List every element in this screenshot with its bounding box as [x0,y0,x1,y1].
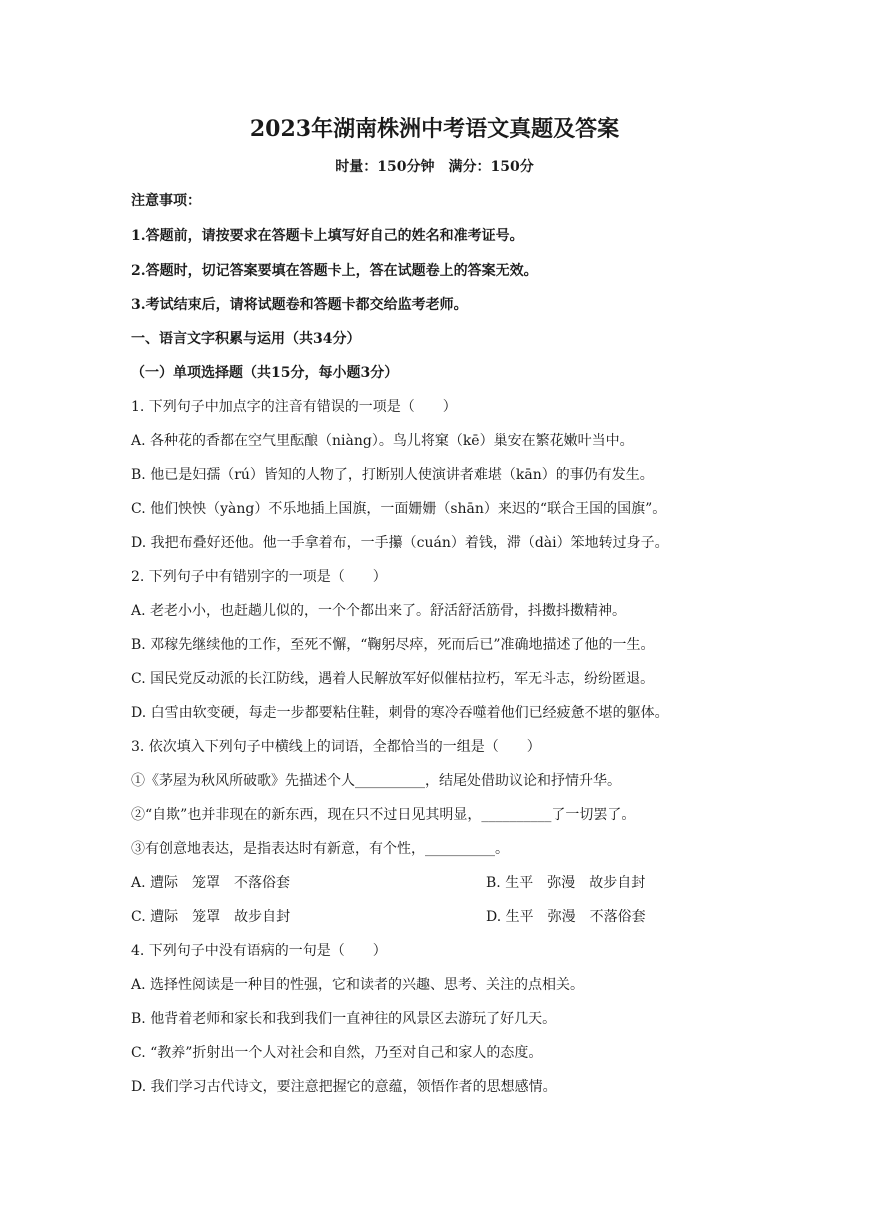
question-3-stem: 3. 依次填入下列句子中横线上的词语，全都恰当的一组是（ ） [131,739,541,755]
section-heading: 一、语言文字积累与运用（共34分） [131,331,361,347]
question-2-option-a: A. 老老小小，也赶趟儿似的，一个个都出来了。舒活舒活筋骨，抖擞抖擞精神。 [131,603,627,619]
document-title: 2023年湖南株洲中考语文真题及答案 [249,116,620,142]
question-4-option-d: D. 我们学习古代诗文，要注意把握它的意蕴，领悟作者的思想感情。 [131,1079,557,1095]
question-1-option-d: D. 我把布叠好还他。他一手拿着布，一手攥（cuán）着钱，滞（dài）笨地转过身子。 [131,535,669,551]
question-1-option-a: A. 各种花的香都在空气里酝酿（niàng）。鸟儿将窠（kē）巢安在繁花嫩叶当中。 [131,433,634,449]
question-4-option-c: C. “教养”折射出一个人对社会和自然，乃至对自己和家人的态度。 [131,1045,543,1061]
question-4-option-b: B. 他背着老师和家长和我到我们一直神往的风景区去游玩了好几天。 [131,1011,557,1027]
question-2-option-b: B. 邓稼先继续他的工作，至死不懈，“鞠躬尽瘁，死而后已”准确地描述了他的一生。 [131,637,655,653]
subsection-heading: （一）单项选择题（共15分，每小题3分） [131,365,399,381]
question-3-sentence-2: ②“自欺”也并非现在的新东西，现在只不过日见其明显，__________了一切罢了。 [131,807,636,823]
question-4-option-a: A. 选择性阅读是一种目的性强，它和读者的兴趣、思考、关注的点相关。 [131,977,585,993]
question-4-stem: 4. 下列句子中没有语病的一句是（ ） [131,943,387,959]
question-3-sentence-1: ①《茅屋为秋风所破歌》先描述个人__________，结尾处借助议论和抒情升华。 [131,773,621,789]
question-1-option-c: C. 他们怏怏（yàng）不乐地插上国旗，一面姗姗（shān）来迟的“联合王国的国旗”。 [131,501,667,517]
question-3-options-row-1 [131,873,738,893]
question-3-option-d: D. 生平 弥漫 不落俗套 [486,909,646,925]
exam-time-score: 时量：150分钟 满分：150分 [335,159,534,175]
question-1-option-b: B. 他已是妇孺（rú）皆知的人物了，打断别人使演讲者难堪（kān）的事仍有发生。 [131,467,654,483]
question-1-stem: 1. 下列句子中加点字的注音有错误的一项是（ ） [131,399,457,415]
question-3-option-a: A. 遭际 笼罩 不落俗套 [131,875,291,891]
question-2-stem: 2. 下列句子中有错别字的一项是（ ） [131,569,387,585]
notice-item: 3.考试结束后，请将试题卷和答题卡都交给监考老师。 [131,297,468,313]
question-2-option-c: C. 国民党反动派的长江防线，遇着人民解放军好似催枯拉朽，军无斗志，纷纷匿退。 [131,671,655,687]
question-2-option-d: D. 白雪由软变硬，每走一步都要粘住鞋，刺骨的寒冷吞噬着他们已经疲惫不堪的躯体。 [131,705,669,721]
notice-item: 1.答题前，请按要求在答题卡上填写好自己的姓名和准考证号。 [131,228,524,244]
question-3-options-row-2 [131,907,738,927]
question-3-option-b: B. 生平 弥漫 故步自封 [486,875,646,891]
question-3-option-c: C. 遭际 笼罩 故步自封 [131,909,291,925]
notice-item: 2.答题时，切记答案要填在答题卡上，答在试题卷上的答案无效。 [131,263,538,279]
notice-heading: 注意事项： [131,193,201,209]
question-3-sentence-3: ③有创意地表达，是指表达时有新意，有个性，__________。 [131,841,509,857]
